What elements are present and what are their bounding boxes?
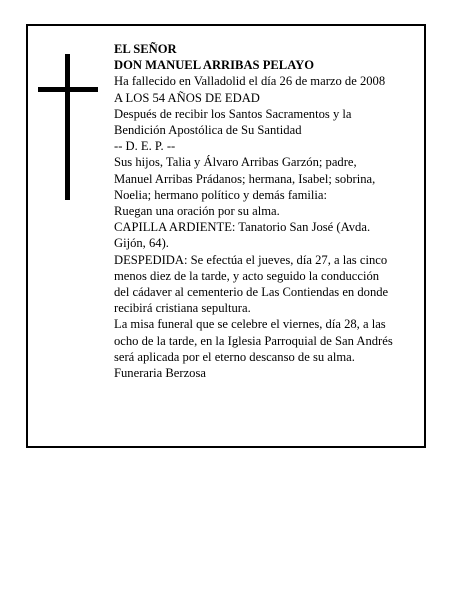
cross-horizontal-bar — [38, 87, 98, 92]
deceased-name: DON MANUEL ARRIBAS PELAYO — [114, 58, 315, 73]
farewell-line: del cádaver al cementerio de Las Contiendas en donde — [114, 285, 389, 300]
family-line: Manuel Arribas Prádanos; hermana, Isabel; sobrina, — [114, 171, 376, 186]
farewell-line: menos diez de la tarde, y acto seguido la conducción — [114, 268, 380, 283]
obituary-notice — [26, 24, 426, 448]
funeral-mass-line: La misa funeral que se celebre el viernes, día 28, a las — [114, 317, 386, 332]
sacraments-line: Después de recibir los Santos Sacramentos y la — [114, 106, 352, 121]
death-place-date: Ha fallecido en Valladolid el día 26 de marzo de 2008 — [114, 74, 386, 89]
funeral-mass-line: será aplicada por el eterno descanso de su alma. — [114, 349, 355, 364]
funeral-home-line: Funeraria Berzosa — [114, 366, 206, 381]
chapel-line: CAPILLA ARDIENTE: Tanatorio San José (Avda. — [114, 220, 371, 235]
farewell-line: recibirá cristiana sepultura. — [114, 301, 251, 316]
prayer-line: Ruegan una oración por su alma. — [114, 204, 280, 219]
age-line: A LOS 54 AÑOS DE EDAD — [114, 90, 260, 105]
farewell-line: DESPEDIDA: Se efectúa el jueves, día 27, a las cinco — [114, 252, 388, 267]
funeral-mass-line: ocho de la tarde, en la Iglesia Parroquial de San Andrés — [114, 333, 393, 348]
obituary-text — [114, 41, 420, 381]
family-line: Sus hijos, Talia y Álvaro Arribas Garzón; padre, — [114, 155, 357, 170]
cross-icon — [38, 54, 98, 200]
cross-vertical-bar — [65, 54, 70, 200]
chapel-line: Gijón, 64). — [114, 236, 169, 251]
deceased-title: EL SEÑOR — [114, 42, 177, 56]
sacraments-line: Bendición Apostólica de Su Santidad — [114, 123, 302, 138]
rip-line: -- D. E. P. -- — [114, 139, 176, 154]
family-line: Noelia; hermano político y demás familia: — [114, 187, 327, 202]
